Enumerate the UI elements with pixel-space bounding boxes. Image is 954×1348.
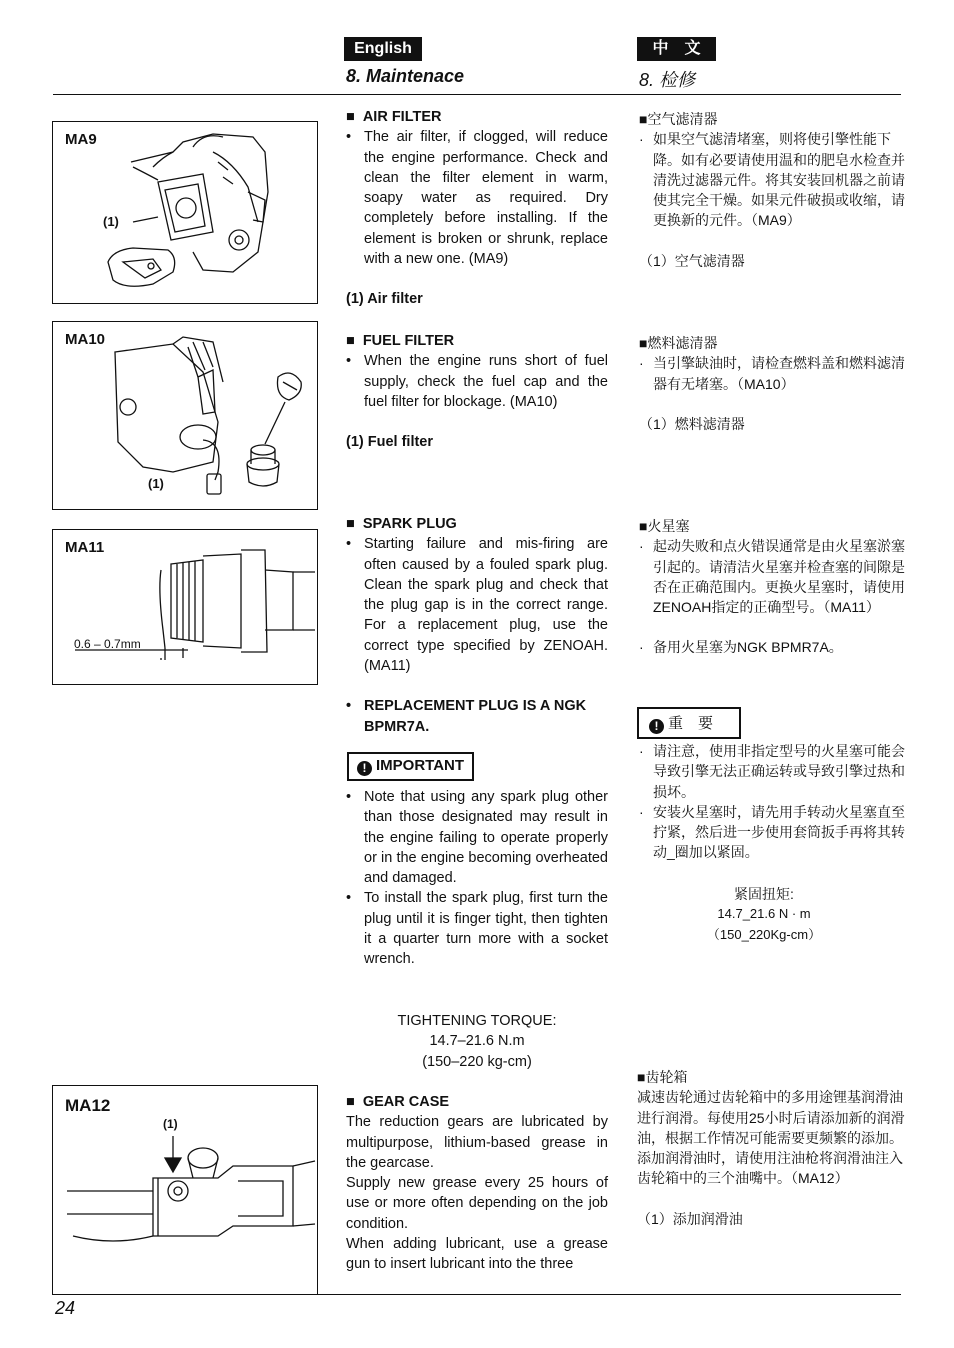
- figure-ma10: [52, 321, 318, 510]
- air-filter-heading: ■ AIR FILTER: [346, 109, 442, 125]
- important-note-bullet: • Note that using any spark plug other than those designated may result in the engine failing to operate properly or in the engine becoming overheated and damaged.: [346, 787, 608, 888]
- important-note-bullet: • To install the spark plug, first turn the plug until it is finger tight, then tighten it a quarter turn more with a socket wrench.: [346, 888, 608, 969]
- torque-value-nm-zh: 14.7_21.6 N · m: [717, 906, 811, 922]
- important-notes-zh: [639, 741, 907, 863]
- fuel-filter-part-zh: （1）燃料滤清器: [639, 415, 745, 432]
- figure-ma12: [52, 1085, 318, 1295]
- air-filter-bullet: • The air filter, if clogged, will reduce the engine performance. Check and clean the filter element in warm, soapy water as required. Dry completely before installing. If the element is broken or shrunk, replace with a new one. (MA9): [346, 127, 608, 269]
- fuel-filter-section-zh: [639, 333, 907, 434]
- gear-case-heading: ■ GEAR CASE: [346, 1094, 450, 1110]
- air-filter-bullet-zh: · 如果空气滤清堵塞，则将使引擎性能下降。如有必要请使用温和的肥皂水检查并清洗过滤器元件。将其安装回机器之前请使其完全干燥。如果元件破损或收缩，请更换新的元件。（MA9）: [639, 129, 907, 230]
- gear-case-illustration: [53, 1086, 317, 1294]
- spark-plug-section-en: [346, 514, 608, 737]
- section-title-en: 8. Maintenace: [346, 66, 465, 86]
- gear-case-text-zh: 减速齿轮通过齿轮箱中的多用途锂基润滑油进行润滑。每使用25小时后请添加新的润滑油，根据工作情况可能需要更频繁的添加。添加润滑油时，请使用注油枪将润滑油注入齿轮箱中的三个油嘴中。（MA12）: [637, 1089, 905, 1187]
- callout-label: (1): [103, 214, 119, 229]
- air-filter-part: (1) Air filter: [346, 291, 423, 308]
- torque-value-kgcm-zh: （150_220Kg-cm）: [706, 926, 822, 942]
- exclamation-icon: !: [357, 761, 372, 776]
- fuel-filter-part: (1) Fuel filter: [346, 434, 434, 451]
- figure-label: MA10: [65, 331, 106, 348]
- torque-value-kgcm: (150–220 kg-cm): [422, 1053, 532, 1070]
- important-note-2-zh: 安装火星塞时，请先用手转动火星塞直至拧紧，然后进一步使用套筒扳手再将其转动_圈加以紧固。: [653, 803, 905, 861]
- gear-case-heading-zh: ■齿轮箱: [637, 1069, 688, 1085]
- spark-plug-text-zh: 起动失败和点火错误通常是由火星塞淤塞引起的。请清洁火星塞并检查塞的间隙是否在正确范围内。更换火星塞时，请使用ZENOAH指定的正确型号。（MA11）: [653, 538, 905, 616]
- torque-title: TIGHTENING TORQUE:: [397, 1013, 557, 1029]
- air-filter-section-en: [346, 107, 608, 310]
- air-filter-illustration: [53, 122, 317, 303]
- air-filter-text-zh: 如果空气滤清堵塞，则将使引擎性能下降。如有必要请使用温和的肥皂水检查并清洗过滤器元件。将其安装回机器之前请使其完全干燥。如果元件破损或收缩，请更换新的元件。（MA9）: [653, 131, 905, 229]
- fuel-filter-bullet-zh: · 当引擎缺油时，请检查燃料盖和燃料滤清器有无堵塞。（MA10）: [639, 353, 907, 394]
- torque-zh: [639, 884, 889, 945]
- spark-plug-heading-zh: ■火星塞: [639, 518, 690, 534]
- figure-ma9: [52, 121, 318, 304]
- fuel-filter-illustration: [53, 322, 317, 509]
- important-note-bullet-zh: · 请注意，使用非指定型号的火星塞可能会导致引擎无法正确运转或导致引擎过热和损坏。: [639, 741, 907, 802]
- torque-en: [346, 1011, 608, 1072]
- air-filter-part-zh: （1）空气滤清器: [639, 252, 745, 269]
- important-note-1-zh: 请注意，使用非指定型号的火星塞可能会导致引擎无法正确运转或导致引擎过热和损坏。: [653, 743, 905, 800]
- figure-label: MA9: [65, 131, 97, 148]
- gear-case-p1: The reduction gears are lubricated by multipurpose, lithium-based grease in the gearcase.: [346, 1114, 608, 1171]
- important-label-zh: 重 要: [668, 715, 714, 732]
- fuel-filter-heading: ■ FUEL FILTER: [346, 333, 455, 349]
- spare-plug-text-zh: 备用火星塞为NGK BPMR7A。: [653, 639, 843, 656]
- air-filter-section-zh: [639, 109, 907, 271]
- spark-plug-section-zh: [639, 516, 907, 658]
- fuel-filter-heading-zh: ■燃料滤清器: [639, 335, 718, 351]
- fuel-filter-text: When the engine runs short of fuel supply, check the fuel cap and the fuel filter for blockage. (MA10): [364, 353, 608, 410]
- gear-case-p2: Supply new grease every 25 hours of use or more often depending on the job condition.: [346, 1175, 608, 1232]
- figure-ma11: [52, 529, 318, 685]
- gear-case-section-en: [346, 1092, 608, 1275]
- gear-case-section-zh: [637, 1067, 907, 1229]
- exclamation-icon: !: [649, 719, 664, 734]
- replacement-bullet: • REPLACEMENT PLUG IS A NGK BPMR7A.: [346, 696, 608, 737]
- spark-plug-bullet: • Starting failure and mis-firing are often caused by a fouled spark plug. Clean the spark plug and check that the plug gap is in the correct range. For a replacement plug, use the correct type specified by ZENOAH. (MA11): [346, 534, 608, 676]
- fuel-filter-text-zh: 当引擎缺油时，请检查燃料盖和燃料滤清器有无堵塞。（MA10）: [653, 355, 905, 392]
- figure-label: MA12: [65, 1096, 111, 1115]
- spark-plug-text: Starting failure and mis-firing are often caused by a fouled spark plug. Clean the spark plug and check that the plug gap is in the correct range. For a replacement plug, use the correct type specified by ZENOAH. (MA11): [364, 536, 608, 675]
- spark-plug-illustration: [53, 530, 317, 684]
- replacement-plug-text: REPLACEMENT PLUG IS A NGK BPMR7A.: [364, 698, 587, 735]
- important-note-1: Note that using any spark plug other than those designated may result in the engine failing to operate properly or in the engine becoming overheated and damaged.: [364, 789, 608, 887]
- important-notes-en: [346, 787, 608, 970]
- footer-rule: [53, 1294, 901, 1295]
- air-filter-text: The air filter, if clogged, will reduce the engine performance. Check and clean the filter element in warm, soapy water as required. Dry completely before installing. If the element is broken or shrunk, replace with a new one. (MA9): [364, 129, 608, 268]
- torque-title-zh: 紧固扭矩:: [734, 886, 794, 902]
- section-title-zh: 8. 检修: [639, 70, 696, 90]
- figure-label: MA11: [65, 539, 105, 556]
- gear-case-part-zh: （1）添加润滑油: [637, 1210, 743, 1227]
- fuel-filter-section-en: [346, 331, 608, 452]
- important-box-zh: [637, 707, 741, 739]
- gear-case-p3: When adding lubricant, use a grease gun to insert lubricant into the three: [346, 1236, 608, 1273]
- spark-plug-bullet-zh: · 起动失败和点火错误通常是由火星塞淤塞引起的。请清洁火星塞并检查塞的间隙是否在正确范围内。更换火星塞时，请使用ZENOAH指定的正确型号。（MA11）: [639, 536, 907, 617]
- important-note-2: To install the spark plug, first turn the plug until it is finger tight, then tighten it a quarter turn more with a socket wrench.: [364, 890, 608, 968]
- gap-dimension-label: 0.6 – 0.7mm: [74, 637, 141, 651]
- callout-label: (1): [163, 1117, 178, 1131]
- important-box-en: [347, 752, 474, 781]
- header-rule: [53, 94, 901, 95]
- spark-plug-heading: ■ SPARK PLUG: [346, 516, 457, 532]
- important-label: IMPORTANT: [376, 757, 465, 774]
- fuel-filter-bullet: • When the engine runs short of fuel supply, check the fuel cap and the fuel filter for blockage. (MA10): [346, 351, 608, 412]
- callout-label: (1): [148, 476, 164, 491]
- page-number: 24: [55, 1298, 76, 1318]
- air-filter-heading-zh: ■空气滤清器: [639, 111, 718, 127]
- chinese-tag: 中 文: [637, 37, 716, 61]
- torque-value-nm: 14.7–21.6 N.m: [429, 1033, 525, 1050]
- english-tag: English: [344, 37, 422, 61]
- spare-plug-bullet-zh: · 备用火星塞为NGK BPMR7A。: [639, 637, 907, 657]
- important-note-bullet-zh: · 安装火星塞时，请先用手转动火星塞直至拧紧，然后进一步使用套筒扳手再将其转动_圈加以紧固。: [639, 802, 907, 863]
